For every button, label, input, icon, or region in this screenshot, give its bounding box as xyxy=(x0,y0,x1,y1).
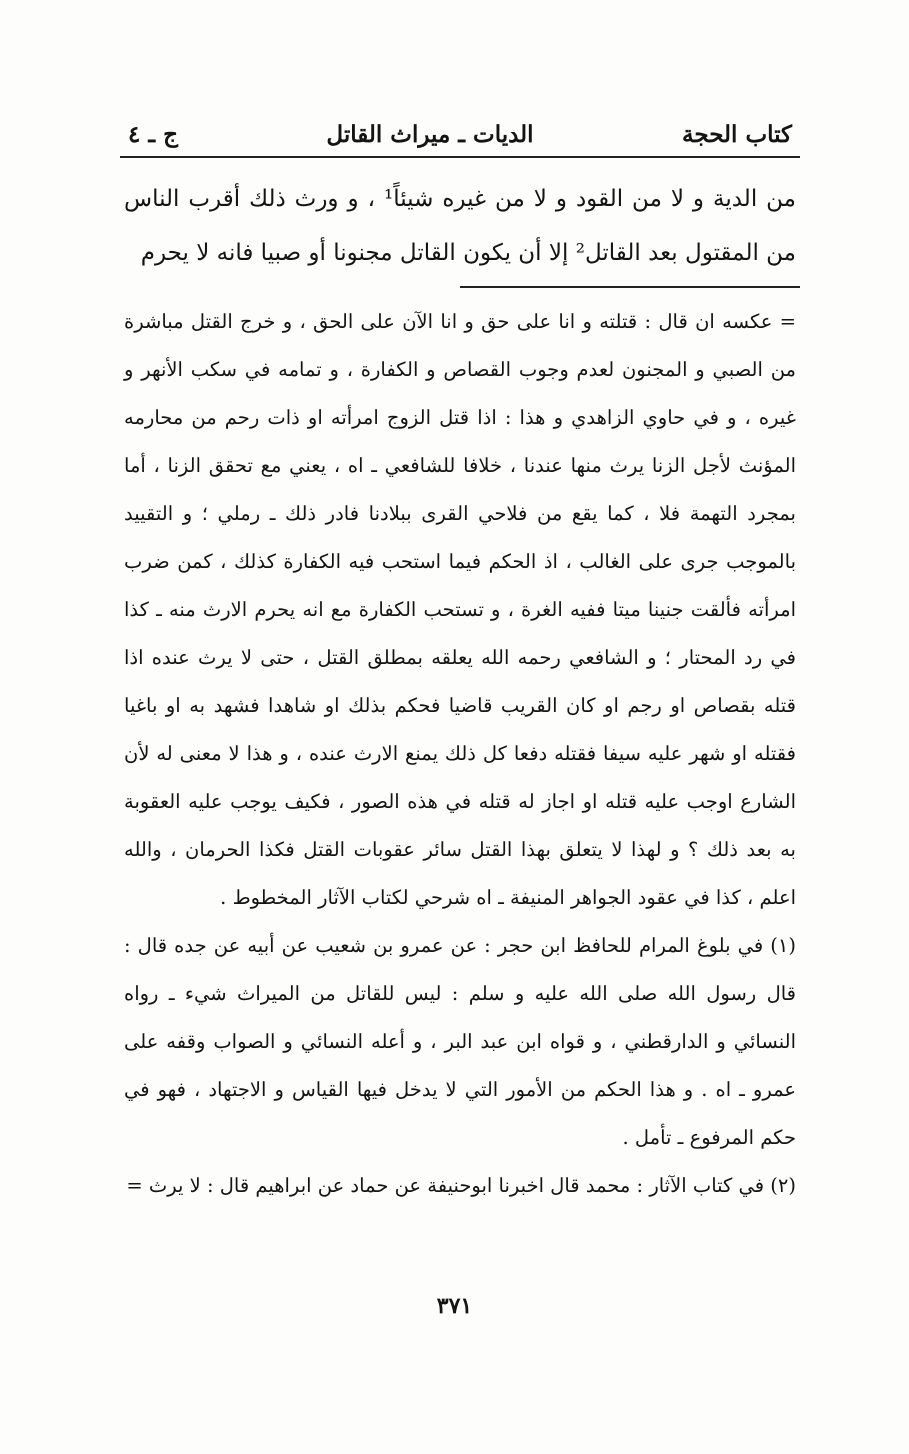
section-title: الديات ـ ميراث القاتل xyxy=(326,121,534,148)
footnote-divider xyxy=(460,286,800,288)
footnote-1: (١) في بلوغ المرام للحافظ ابن حجر : عن عمرو بن شعيب عن أبيه عن جده قال : قال رسول الله صلى الله عليه و سلم : ليس للقاتل من الميراث شيء ـ رواه النسائي و الدارقطني ، و قواه ابن عبد البر ، و أعله النسائي و الصواب وقفه على عمرو ـ اه . و هذا الحكم من الأمور التي لا يدخل فيها القياس و الاجتهاد ، فهو في حكم المرفوع ـ تأمل . xyxy=(124,934,796,1149)
page-number: ٣٧١ xyxy=(436,1293,473,1319)
main-text-block xyxy=(120,172,800,280)
footnote-continuation: = عكسه ان قال : قتلته و انا على حق و انا الآن على الحق ، و خرج القتل مباشرة من الصبي و المجنون لعدم وجوب القصاص و الكفارة ، و تمامه في سكب الأنهر و غيره ، و في حاوي الزاهدي و هذا : اذا قتل الزوج امرأته او ذات رحم من محارمه المؤنث لأجل الزنا يرث منها عندنا ، خلافا للشافعي ـ اه ، يعني مع تحقق الزنا ، أما بمجرد التهمة فلا ، كما يقع من فلاحي القرى ببلادنا فادر ذلك ـ رملي ؛ و التقييد بالموجب جرى على الغالب ، اذ الحكم فيما استحب فيه الكفارة كذلك ، كمن ضرب امرأته فألقت جنينا ميتا ففيه الغرة ، و تستحب الكفارة مع انه يحرم الارث منه ـ كذا في رد المحتار ؛ و الشافعي رحمه الله يعلقه بمطلق القتل ، حتى لا يرث عنده اذا قتله بقصاص او رجم او كان القريب قاضيا فحكم بذلك او شاهدا فشهد به او باغيا فقتله او شهر عليه سيفا فقتله دفعا كل ذلك يمنع الارث عنده ، و هذا لا معنى له لأن الشارع اوجب عليه قتله او اجاز له قتله في هذه الصور ، فكيف يوجب عليه العقوبة به بعد ذلك ؟ و لهذا لا يتعلق بهذا القتل سائر عقوبات القتل فكذا الحرمان ، والله اعلم ، كذا في عقود الجواهر المنيفة ـ اه شرحي لكتاب الآثار المخطوط . xyxy=(124,310,796,909)
footnotes xyxy=(120,298,800,1210)
running-header xyxy=(120,100,800,148)
volume-number: ج ـ ٤ xyxy=(128,121,178,148)
book-page xyxy=(120,100,800,1210)
header-divider xyxy=(120,156,800,158)
book-title: كتاب الحجة xyxy=(682,121,792,148)
main-paragraph: من الدية و لا من القود و لا من غيره شيئاً¹ ، و ورث ذلك أقرب الناس من المقتول بعد القاتل² إلا أن يكون القاتل مجنونا أو صبيا فانه لا يحرم xyxy=(124,186,796,266)
footnote-2: (٢) في كتاب الآثار : محمد قال اخبرنا ابوحنيفة عن حماد عن ابراهيم قال : لا يرث = xyxy=(126,1174,796,1197)
